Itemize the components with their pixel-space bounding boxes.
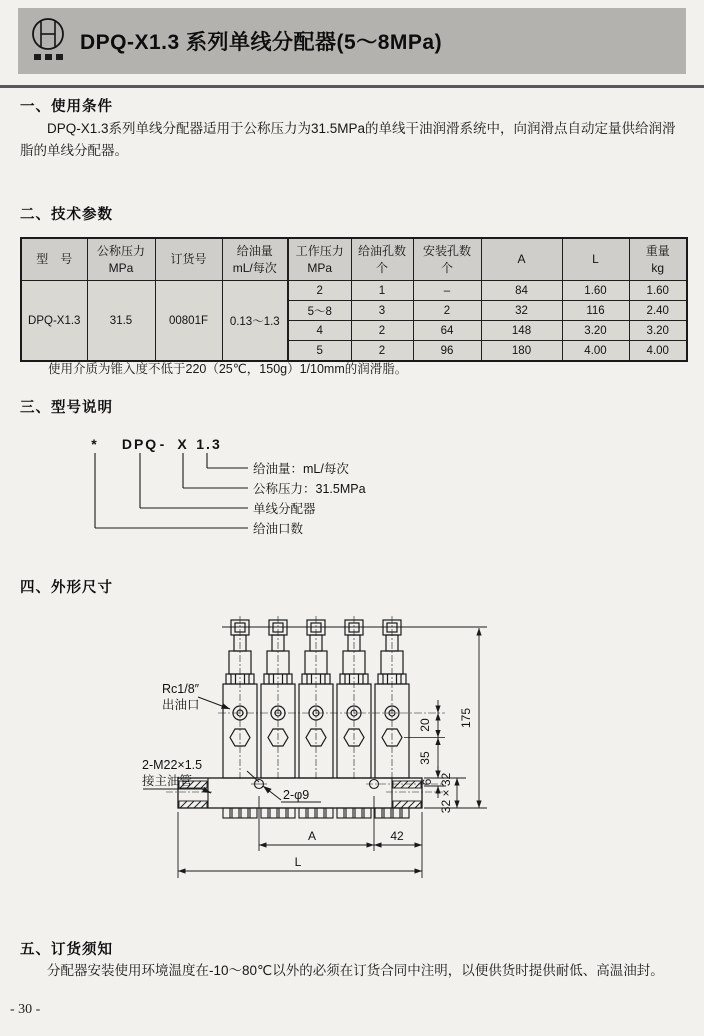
table-header-cell: A: [481, 238, 562, 281]
header-band: [18, 8, 686, 74]
table-cell: 148: [481, 321, 562, 341]
table-header-cell: L: [562, 238, 629, 281]
table-cell: 3.20: [562, 321, 629, 341]
table-cell: 4.00: [562, 341, 629, 362]
model-label-volume: 给油量：mL/每次: [253, 462, 349, 476]
dim-35: 35: [418, 751, 432, 765]
model-code-series: DPQ: [121, 436, 159, 452]
section-heading-dimensions: 四、外形尺寸: [20, 580, 113, 596]
table-cell: 2: [413, 301, 481, 321]
outlet-port-label: 出油口: [162, 698, 200, 712]
brand-logo-icon: [26, 14, 72, 70]
model-label-pressure: 公称压力：31.5MPa: [253, 482, 366, 496]
model-label-ports: 给油口数: [253, 522, 304, 536]
table-cell-model: DPQ-X1.3: [21, 281, 87, 362]
table-header-cell: 给油孔数 个: [351, 238, 413, 281]
main-line-thread-label: 2-M22×1.5: [142, 758, 203, 772]
ordering-paragraph: 分配器安装使用环境温度在-10～80℃以外的必须在订货合同中注明，以便供货时提供耐低、高温油封。: [47, 963, 664, 978]
outlet-thread-label: Rc1/8″: [162, 682, 200, 696]
usage-paragraph: DPQ-X1.3系列单线分配器适用于公称压力为31.5MPa的单线干油润滑系统中，向润滑点自动定量供给润滑脂的单线分配器。: [20, 121, 676, 158]
header-divider: [0, 85, 704, 88]
table-header-cell: 订货号: [155, 238, 222, 281]
table-header-cell: 安装孔数 个: [413, 238, 481, 281]
dim-42: 42: [390, 829, 404, 843]
table-cell: 116: [562, 301, 629, 321]
table-cell: 2: [351, 321, 413, 341]
dim-A: A: [307, 829, 317, 843]
table-cell: 5: [288, 341, 351, 362]
table-cell: –: [413, 281, 481, 301]
page-title: DPQ-X1.3 系列单线分配器(5～8MPa): [80, 31, 443, 54]
table-cell: 2: [351, 341, 413, 362]
dim-L: L: [294, 855, 302, 869]
table-header-row: [21, 238, 687, 281]
table-cell: 2.40: [629, 301, 687, 321]
model-code-pressure: X: [177, 436, 189, 452]
model-designation-diagram: [0, 425, 704, 543]
model-code-star: *: [91, 436, 99, 452]
table-cell: 4.00: [629, 341, 687, 362]
section-heading-model: 三、型号说明: [20, 400, 113, 416]
table-header-cell: 工作压力 MPa: [288, 238, 351, 281]
model-code-dash: -: [159, 436, 167, 452]
table-cell-oil-volume: 0.13～1.3: [222, 281, 288, 362]
model-leader-lines: [95, 453, 248, 528]
table-cell: 1.60: [562, 281, 629, 301]
table-cell: 32: [481, 301, 562, 321]
table-header-cell: 型 号: [21, 238, 87, 281]
distributor-modules: [223, 616, 409, 818]
table-cell: 3.20: [629, 321, 687, 341]
section-heading-ordering: 五、订货须知: [20, 942, 113, 958]
section-heading-usage: 一、使用条件: [20, 99, 113, 115]
model-code-volume: 1.3: [196, 436, 222, 452]
dim-175: 175: [459, 707, 473, 729]
table-row: [21, 281, 687, 301]
table-header-cell: 重量 kg: [629, 238, 687, 281]
table-cell: 2: [288, 281, 351, 301]
model-label-series: 单线分配器: [253, 502, 316, 516]
table-cell: 3: [351, 301, 413, 321]
table-header-cell: 公称压力 MPa: [87, 238, 155, 281]
table-cell: 4: [288, 321, 351, 341]
table-cell: 64: [413, 321, 481, 341]
mount-holes-label: 2-φ9: [283, 788, 310, 802]
table-cell: 5～8: [288, 301, 351, 321]
table-cell: 84: [481, 281, 562, 301]
dim-32x32: 32 × 32: [439, 772, 453, 814]
table-cell: 1.60: [629, 281, 687, 301]
callout-mount-holes: [247, 771, 321, 802]
section-heading-parameters: 二、技术参数: [20, 207, 113, 223]
callout-outlet: [162, 682, 230, 712]
table-header-cell: 给油量 mL/每次: [222, 238, 288, 281]
page-number: - 30 -: [10, 1002, 41, 1017]
dim-20: 20: [418, 718, 432, 732]
table-cell-order-no: 00801F: [155, 281, 222, 362]
dimension-drawing: [0, 598, 704, 898]
table-cell: 180: [481, 341, 562, 362]
thread-hatch-right: [393, 781, 422, 808]
table-cell: 96: [413, 341, 481, 362]
table-cell-pressure: 31.5: [87, 281, 155, 362]
table-cell: 1: [351, 281, 413, 301]
dim-6: 6: [420, 778, 434, 786]
tech-parameters-table: [20, 237, 688, 362]
table-note: 使用介质为锥入度不低于220（25℃，150g）1/10mm的润滑脂。: [48, 362, 408, 376]
main-line-label: 接主油管: [142, 774, 193, 788]
